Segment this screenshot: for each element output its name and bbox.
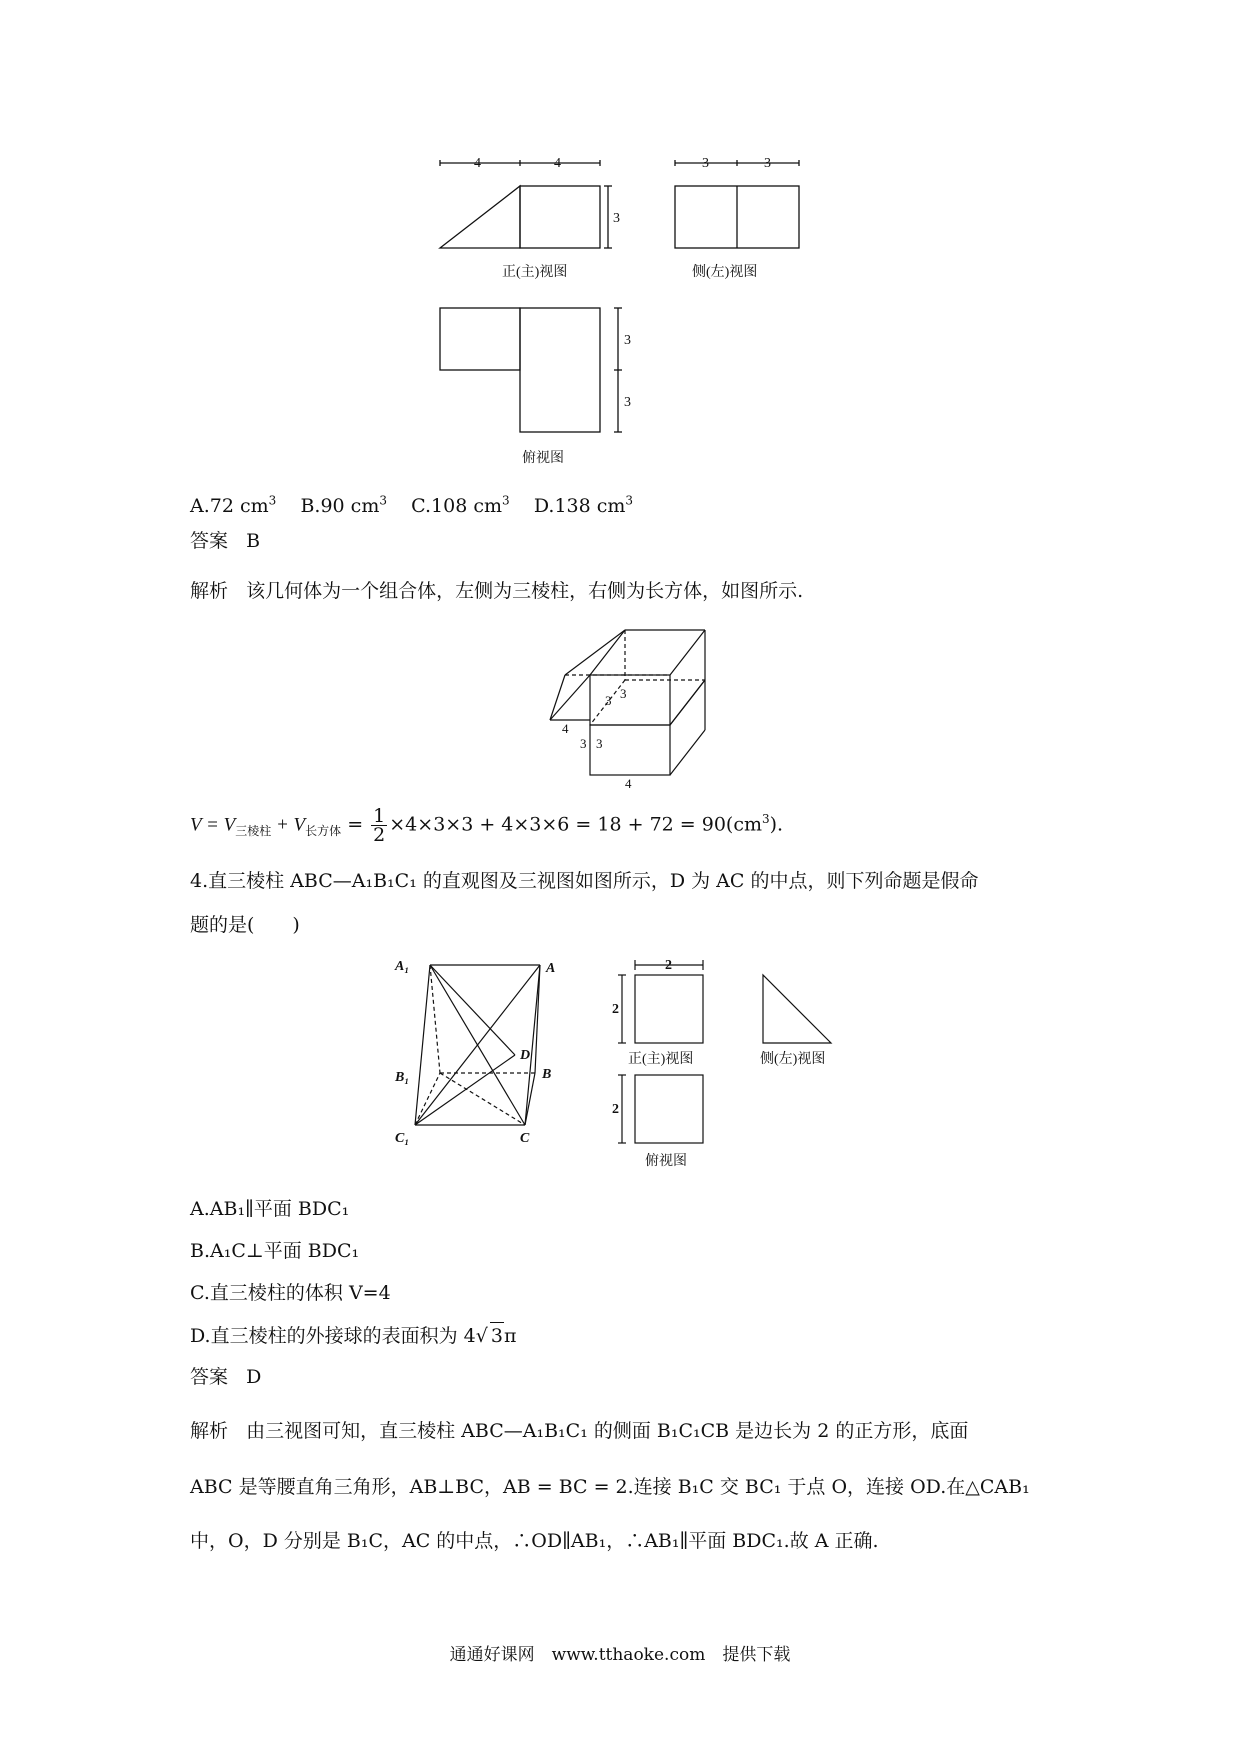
q4-stem-line1: 4.直三棱柱 ABC—A₁B₁C₁ 的直观图及三视图如图所示，D 为 AC 的中点，则下列命题是假命 <box>190 870 979 892</box>
analysis-text: 该几何体为一个组合体，左侧为三棱柱，右侧为长方体，如图所示. <box>246 580 804 602</box>
answer-label: 答案 <box>190 530 229 552</box>
front-dim-top-1: 4 <box>474 156 481 171</box>
front-view-caption: 正(主)视图 <box>502 265 568 280</box>
q3-options <box>190 488 633 519</box>
q4-front-caption: 正(主)视图 <box>628 1052 694 1067</box>
composite-solid-figure <box>530 620 730 794</box>
solid-label-1: 3 <box>605 693 612 708</box>
q4-option-b: B.A₁C⊥平面 BDC₁ <box>190 1240 360 1262</box>
three-views-figure-1 <box>420 150 840 474</box>
solid-label-4: 3 <box>580 736 587 751</box>
q4-option-c: C.直三棱柱的体积 V=4 <box>190 1282 391 1304</box>
q4-stem-line2: 题的是( ) <box>190 914 300 936</box>
formula-plus: + V <box>271 814 306 836</box>
side-view-caption: 侧(左)视图 <box>692 265 758 280</box>
q4-option-d <box>190 1322 516 1349</box>
label-c1: C₁ <box>395 1131 410 1146</box>
q3-option-a: A.72 $cm^3$ <box>190 494 277 518</box>
q4-analysis-line3: 中，O，D 分别是 B₁C，AC 的中点，∴OD∥AB₁，∴AB₁∥平面 BDC₁.故 A 正确. <box>190 1530 879 1552</box>
q4-analysis-line1 <box>190 1418 968 1444</box>
solid-label-3: 4 <box>562 721 569 736</box>
sqrt-radicand: 3 <box>490 1322 504 1349</box>
top-dim-right-1: 3 <box>624 333 631 348</box>
q3-answer <box>190 528 260 554</box>
q4-option-a: A.AB₁∥平面 BDC₁ <box>190 1198 350 1220</box>
answer-value: D <box>246 1366 262 1388</box>
formula-v: V = V <box>190 814 236 836</box>
answer-label: 答案 <box>190 1366 229 1388</box>
formula-sub1: 三棱柱 <box>235 824 272 839</box>
top-dim-right-2: 3 <box>624 395 631 410</box>
front-dim-top-2: 4 <box>554 156 561 171</box>
analysis-text-1: 由三视图可知，直三棱柱 ABC—A₁B₁C₁ 的侧面 B₁C₁CB 是边长为 2 的正方形，底面 <box>246 1420 969 1442</box>
side-dim-top-2: 3 <box>764 156 771 171</box>
label-a1: A₁ <box>395 959 410 974</box>
formula-rest: ×4×3×3 + 4×3×6 = 18 + 72 = 90(cm <box>389 813 762 836</box>
q3-analysis <box>190 578 803 604</box>
solid-label-6: 4 <box>625 776 632 791</box>
front-dim-left: 2 <box>612 1002 619 1017</box>
formula-end: ). <box>769 813 784 836</box>
fraction: $\frac{1}{2}$ <box>373 804 386 846</box>
q4-analysis-line2: ABC 是等腰直角三角形，AB⊥BC，AB = BC = 2.连接 B₁C 交 BC₁ 于点 O，连接 OD.在△CAB₁ <box>190 1476 1030 1498</box>
side-dim-top-1: 3 <box>702 156 709 171</box>
solid-label-2: 3 <box>620 686 627 701</box>
q3-option-b: B.90 $cm^3$ <box>300 494 387 518</box>
analysis-label: 解析 <box>190 1420 229 1442</box>
q4-top-caption: 俯视图 <box>645 1154 687 1169</box>
top-view-caption: 俯视图 <box>522 451 564 466</box>
label-b: B <box>542 1067 552 1082</box>
q3-option-c: C.108 $cm^3$ <box>411 494 510 518</box>
label-d: D <box>520 1048 531 1063</box>
top-dim-left: 2 <box>612 1102 619 1117</box>
sqrt-sign: √ <box>475 1325 488 1347</box>
label-c: C <box>520 1131 530 1146</box>
footer-text: 通通好课网 www.tthaoke.com 提供下载 <box>449 1645 791 1665</box>
analysis-label: 解析 <box>190 580 229 602</box>
answer-value: B <box>246 530 261 552</box>
pi-symbol: π <box>503 1325 517 1347</box>
three-views-svg <box>420 150 840 470</box>
q3-option-d: D.138 $cm^3$ <box>533 494 634 518</box>
label-a: A <box>546 961 556 976</box>
solid-label-5: 3 <box>596 736 603 751</box>
prism-svg <box>395 955 860 1170</box>
label-b1: B₁ <box>395 1070 410 1085</box>
q4-side-caption: 侧(左)视图 <box>760 1052 826 1067</box>
q4-answer <box>190 1364 261 1390</box>
option-d-text: D.直三棱柱的外接球的表面积为 4 <box>190 1325 476 1347</box>
front-dim-top: 2 <box>665 958 672 973</box>
front-dim-right: 3 <box>613 211 620 226</box>
prism-figure <box>395 955 860 1174</box>
composite-solid-svg <box>530 620 730 790</box>
formula-eq: = <box>341 813 370 836</box>
q3-volume-formula: $V = V_{三棱柱} + V_{长方体}$ = $\frac{1}{2}$ $\times 4\times 3\times 3 + 4\times 3\times 6 = 18 + 72 = 90(cm^3)$. <box>190 804 784 846</box>
formula-sub2: 长方体 <box>305 824 342 839</box>
